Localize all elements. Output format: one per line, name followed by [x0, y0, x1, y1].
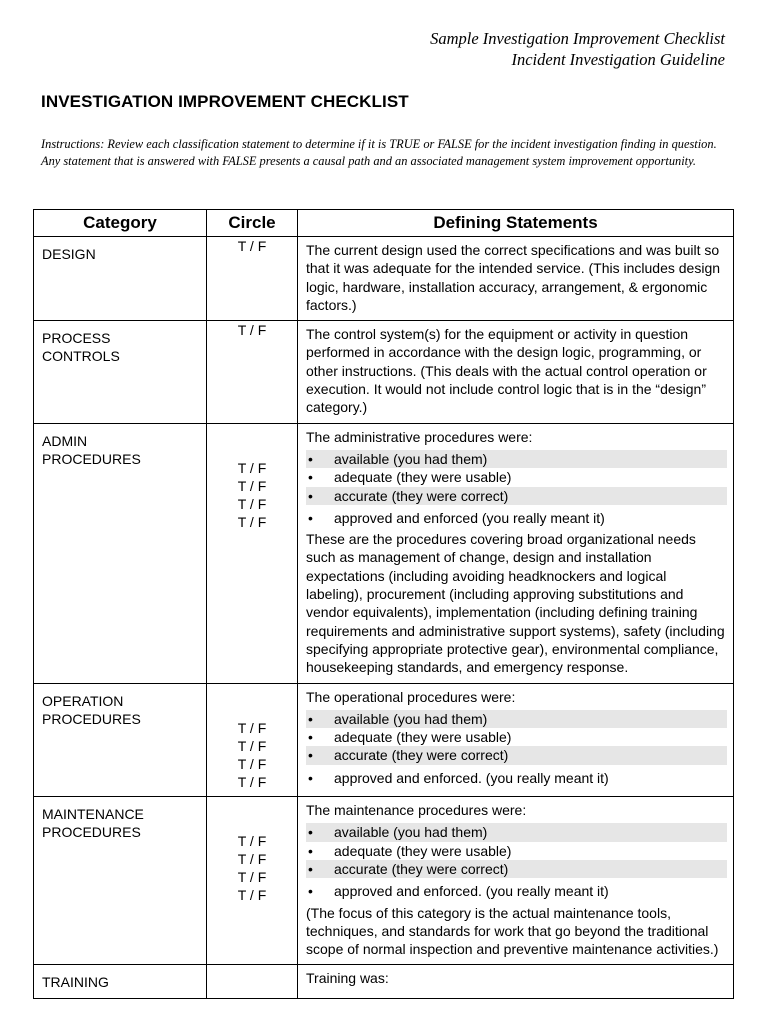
document-header: [430, 28, 725, 70]
circle-cell: [207, 797, 298, 965]
tf-option[interactable]: T / F: [237, 773, 267, 790]
table-row: [34, 965, 734, 998]
statement-cell: [298, 321, 734, 423]
list-item: • adequate (they were usable): [306, 842, 727, 860]
bullet-list: [306, 710, 727, 787]
tf-option[interactable]: T / F: [237, 459, 267, 476]
table-row: [34, 423, 734, 683]
statement-cell: [298, 237, 734, 321]
statement-note: These are the procedures covering broad organizational needs such as management of change, design and installation expectations (including avoiding headknockers and logical labeling), procurement (including approving substitutions and vendor equivalents), implementation (including defining training requirements and administrative support systems), safety (including specifying appropriate protective gear), environmental compliance, housekeeping standards, and emergency response.: [306, 531, 725, 676]
category-cell: OPERATION PROCEDURES: [34, 683, 207, 796]
list-item: • adequate (they were usable): [306, 468, 727, 486]
list-item: • accurate (they were correct): [306, 487, 727, 505]
header-line-1: Sample Investigation Improvement Checklist: [430, 29, 725, 48]
circle-cell: [207, 683, 298, 796]
statement-intro: The administrative procedures were:: [306, 428, 533, 445]
list-item: • approved and enforced. (you really meant it): [306, 882, 727, 900]
tf-option[interactable]: T / F: [237, 887, 267, 904]
tf-option[interactable]: T / F: [237, 737, 267, 754]
instructions-text: Instructions: Review each classification statement to determine if it is TRUE or FALSE for the incident investigation finding in question. Any statement that is answered with FALSE presents a causal path and an associated management system improvement opportunity.: [41, 137, 717, 168]
statement-cell: [298, 683, 734, 796]
statement-cell: [298, 797, 734, 965]
statement-text: The current design used the correct specifications and was built so that it was adequate for the intended service. (This includes design logic, hardware, installation accuracy, arrangement, & ergonomic factors.): [306, 242, 721, 313]
checklist-table: [33, 209, 734, 999]
list-item: • accurate (they were correct): [306, 746, 727, 764]
circle-cell: [207, 237, 298, 321]
header-category: Category: [34, 210, 207, 237]
header-defining-statements: Defining Statements: [298, 210, 734, 237]
statement-intro: The operational procedures were:: [306, 688, 516, 705]
header-circle: Circle: [207, 210, 298, 237]
category-cell: PROCESS CONTROLS: [34, 321, 207, 423]
tf-option[interactable]: T / F: [237, 322, 267, 339]
tf-option[interactable]: T / F: [237, 869, 267, 886]
bullet-list: [306, 450, 727, 527]
list-item: • adequate (they were usable): [306, 728, 727, 746]
tf-option[interactable]: T / F: [237, 833, 267, 850]
list-item: • available (you had them): [306, 450, 727, 468]
statement-intro: Training was:: [306, 970, 389, 987]
tf-option[interactable]: T / F: [237, 238, 267, 254]
circle-cell: [207, 965, 298, 998]
table-row: [34, 237, 734, 321]
tf-option[interactable]: T / F: [237, 495, 267, 512]
statement-text: The control system(s) for the equipment or activity in question performed in accordance with the design logic, programming, or other instructions. (This deals with the actual control operation or execution. It would not include control logic that is in the “design” category.): [306, 326, 707, 416]
list-item: • available (you had them): [306, 710, 727, 728]
statement-note: (The focus of this category is the actual maintenance tools, techniques, and standards for work that go beyond the traditional scope of normal inspection and preventive maintenance activities.): [306, 904, 719, 958]
table-header-row: [34, 210, 734, 237]
category-cell: ADMIN PROCEDURES: [34, 423, 207, 683]
tf-option[interactable]: T / F: [237, 719, 267, 736]
tf-option[interactable]: T / F: [237, 513, 267, 530]
list-item: • approved and enforced. (you really meant it): [306, 769, 727, 787]
category-cell: TRAINING: [34, 965, 207, 998]
statement-cell: [298, 965, 734, 998]
tf-option[interactable]: T / F: [237, 851, 267, 868]
header-line-2: Incident Investigation Guideline: [511, 50, 725, 69]
category-cell: MAINTENANCE PROCEDURES: [34, 797, 207, 965]
tf-option[interactable]: T / F: [237, 755, 267, 772]
table-row: [34, 683, 734, 796]
category-cell: DESIGN: [34, 237, 207, 321]
table-row: [34, 321, 734, 423]
tf-option[interactable]: T / F: [237, 477, 267, 494]
list-item: • approved and enforced (you really meant it): [306, 509, 727, 527]
statement-cell: [298, 423, 734, 683]
bullet-list: [306, 823, 727, 900]
table-row: [34, 797, 734, 965]
circle-cell: [207, 321, 298, 423]
page-title: INVESTIGATION IMPROVEMENT CHECKLIST: [41, 92, 409, 111]
list-item: • accurate (they were correct): [306, 860, 727, 878]
list-item: • available (you had them): [306, 823, 727, 841]
statement-intro: The maintenance procedures were:: [306, 802, 527, 819]
circle-cell: [207, 423, 298, 683]
